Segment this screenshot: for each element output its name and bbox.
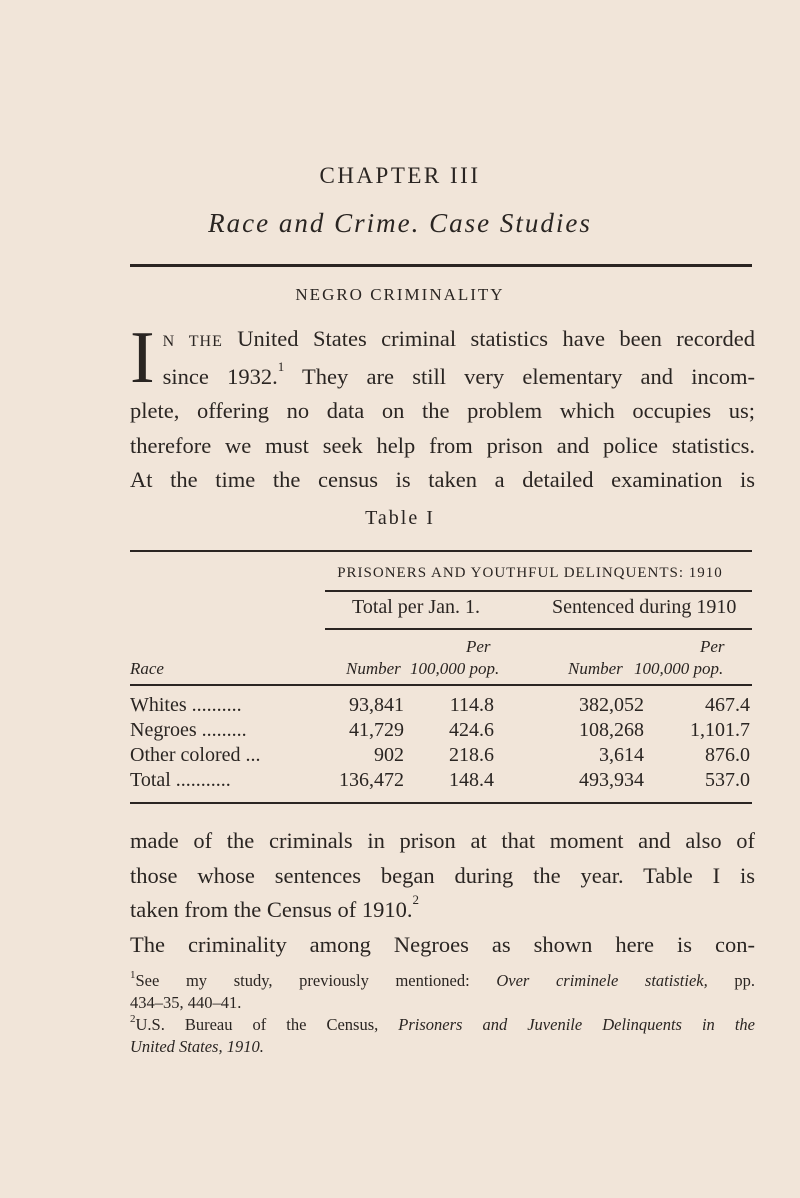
group-head-sentenced: Sentenced during 1910	[552, 596, 737, 618]
col-head-race: Race	[130, 659, 164, 678]
col-head-per-1: Per	[466, 637, 491, 656]
cell: 148.4	[449, 769, 494, 791]
chapter-subtitle: Race and Crime. Case Studies	[208, 208, 592, 238]
paragraph-2-line-2: those whose sentences began during the year. Table I is	[130, 862, 755, 888]
col-head-pop-2: 100,000 pop.	[634, 659, 724, 678]
footnote-2: $^2$U.S. Bureau of the Census, Prisoners and Juvenile Delinquents in the	[130, 1013, 755, 1034]
cell: 424.6	[449, 719, 494, 741]
paragraph-1-line-1: N THE United States criminal statistics have been recorded	[162, 326, 755, 351]
row-label-total: Total ...........	[130, 769, 231, 791]
cell: 218.6	[449, 744, 494, 766]
paragraph-1-line-5: At the time the census is taken a detailed examination is	[130, 467, 755, 492]
footnote-ref[interactable]: 2	[412, 892, 419, 907]
group-head-total: Total per Jan. 1.	[352, 596, 481, 618]
paragraph-1-line-4: therefore we must seek help from prison and police statistics.	[130, 432, 755, 458]
cell: 93,841	[349, 694, 404, 716]
paragraph-1-line-3: plete, offering no data on the problem which occupies us;	[130, 398, 755, 423]
footnote-1-cont: 434–35, 440–41.	[130, 993, 242, 1012]
cell: 41,729	[349, 719, 404, 741]
drop-cap: I	[130, 317, 155, 399]
paragraph-1-line-2: since 1932.$^1$ They are still very elementary and incom-	[162, 358, 755, 389]
col-head-pop-1: 100,000 pop.	[410, 659, 500, 678]
cell: 1,101.7	[690, 719, 750, 741]
group-rule	[325, 628, 752, 630]
footnote-1: $^1$See my study, previously mentioned: Over criminele statistiek, pp.	[130, 969, 755, 990]
row-label-whites: Whites ..........	[130, 694, 242, 716]
table-caption: PRISONERS AND YOUTHFUL DELINQUENTS: 1910	[337, 565, 723, 581]
paragraph-2-line-3: taken from the Census of 1910.$^2$	[130, 892, 419, 922]
chapter-rule	[130, 264, 752, 267]
cell: 493,934	[579, 769, 644, 791]
caption-rule	[325, 590, 752, 592]
col-head-number-2: Number	[568, 659, 623, 678]
paragraph-3-line-1: The criminality among Negroes as shown here is con-	[130, 931, 755, 957]
paragraph-2	[130, 824, 755, 962]
footnote-2-cont: United States, 1910.	[130, 1037, 264, 1056]
chapter-title: CHAPTER III	[319, 163, 481, 188]
table-bottom-rule	[130, 802, 752, 804]
table-title: Table I	[365, 507, 435, 529]
paragraph-2-line-1: made of the criminals in prison at that moment and also of	[130, 828, 755, 853]
cell: 114.8	[449, 694, 494, 716]
table-top-rule	[130, 550, 752, 552]
paragraph-1	[130, 317, 755, 498]
cell: 537.0	[705, 769, 750, 791]
cell: 467.4	[705, 694, 750, 716]
col-head-per-2: Per	[700, 637, 725, 656]
cell: 136,472	[339, 769, 404, 791]
header-rule	[130, 684, 752, 686]
cell: 108,268	[579, 719, 644, 741]
section-heading: NEGRO CRIMINALITY	[295, 285, 505, 304]
cell: 902	[374, 744, 404, 766]
cell: 382,052	[579, 694, 644, 716]
footnote-ref[interactable]: 1	[277, 358, 285, 374]
row-label-other-colored: Other colored ...	[130, 744, 261, 766]
row-label-negroes: Negroes .........	[130, 719, 247, 741]
footnotes	[130, 970, 755, 1058]
cell: 876.0	[705, 744, 750, 766]
col-head-number-1: Number	[346, 659, 401, 678]
cell: 3,614	[599, 744, 644, 766]
